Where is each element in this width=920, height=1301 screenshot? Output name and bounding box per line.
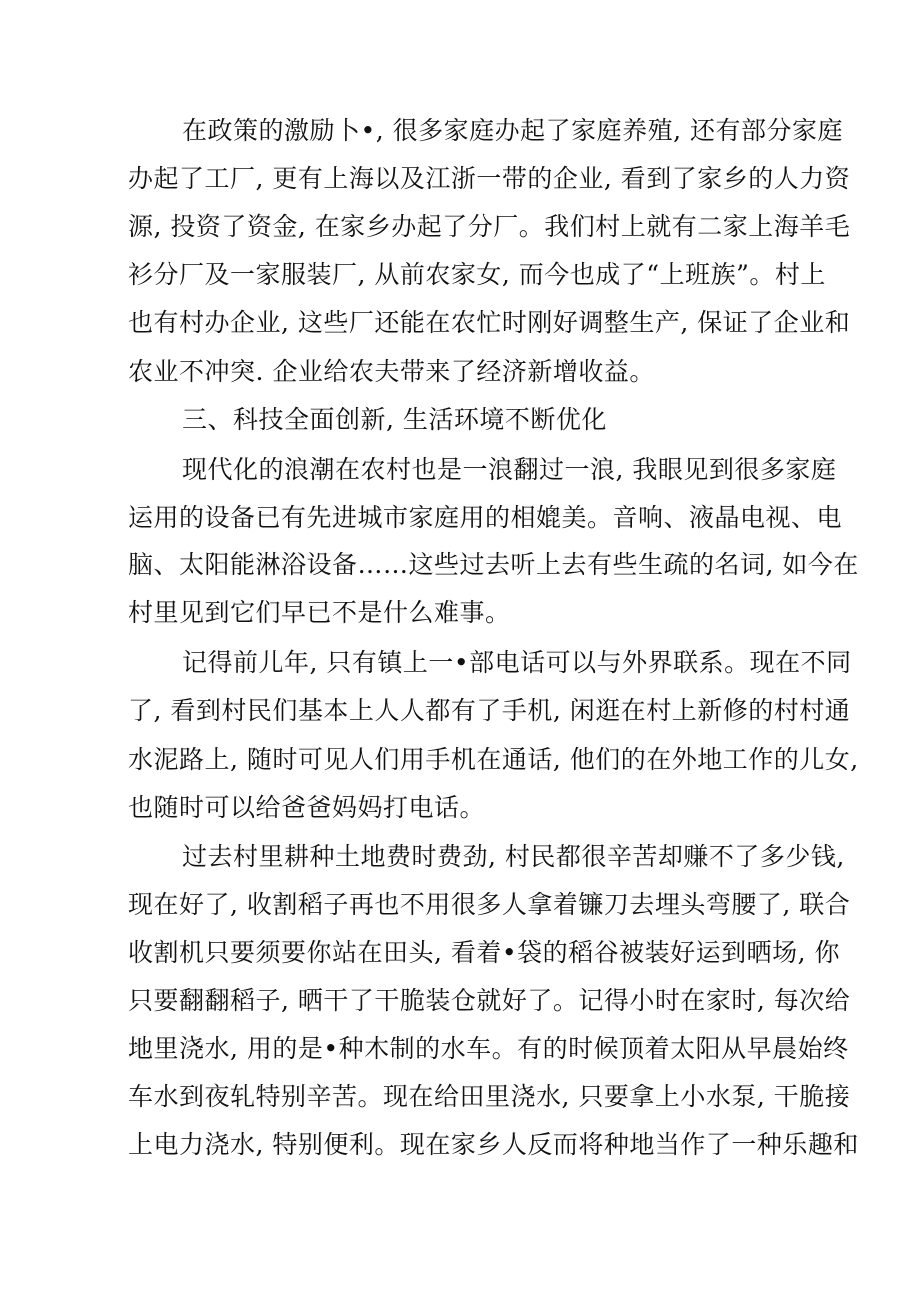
text-line: 脑、太阳能淋浴设备……这些过去听上去有些生疏的名词, 如今在: [128, 550, 859, 579]
text-line: 也随时可以给爸爸妈妈打电话。: [128, 793, 486, 822]
text-line: 农业不冲突. 企业给农夫带来了经济新增收益。: [128, 357, 655, 386]
section-heading: 三、科技全面创新, 生活环境不断优化: [182, 405, 607, 434]
text-line: 了, 看到村民们基本上人人都有了手机, 闲逛在村上新修的村村通: [128, 696, 851, 725]
text-line: 运用的设备已有先进城市家庭用的相媲美。音响、液晶电视、电: [128, 503, 843, 532]
text-line: 源, 投资了资金, 在家乡办起了分厂。我们村上就有二家上海羊毛: [128, 212, 851, 241]
text-line: 过去村里耕种土地费时费劲, 村民都很辛苦却赚不了多少钱,: [182, 842, 845, 871]
text-line: 衫分厂及一家服装厂, 从前农家女, 而今也成了“上班族”。村上: [128, 260, 826, 289]
text-line: 村里见到它们早已不是什么难事。: [128, 598, 511, 627]
text-line: 记得前儿年, 只有镇上一•部电话可以与外界联系。现在不同: [182, 648, 852, 677]
text-line: 水泥路上, 随时可见人们用手机在通话, 他们的在外地工作的儿女,: [128, 745, 859, 774]
text-line: 收割机只要须要你站在田头, 看着•袋的稻谷被装好运到晒场, 你: [128, 938, 841, 967]
text-line: 也有村办企业, 这些厂还能在农忙时刚好调整生产, 保证了企业和: [128, 308, 851, 337]
text-line: 现在好了, 收割稻子再也不用很多人拿着镰刀去埋头弯腰了, 联合: [128, 890, 851, 919]
text-line: 在政策的激励卜•, 很多家庭办起了家庭养殖, 还有部分家庭: [182, 116, 844, 145]
text-line: 只要翻翻稻子, 晒干了干脆装仓就好了。记得小时在家时, 每次给: [128, 986, 851, 1015]
text-line: 车水到夜轧特别辛苦。现在给田里浇水, 只要拿上小水泵, 干脆接: [128, 1082, 851, 1111]
text-line: 现代化的浪潮在农村也是一浪翻过一浪, 我眼见到很多家庭: [182, 455, 837, 484]
text-line: 地里浇水, 用的是•种木制的水车。有的时候顶着太阳从早晨始终: [128, 1034, 849, 1063]
text-line: 办起了工厂, 更有上海以及江浙一带的企业, 看到了家乡的人力资: [128, 164, 851, 193]
text-line: 上电力浇水, 特别便利。现在家乡人反而将种地当作了一种乐趣和: [128, 1130, 859, 1159]
